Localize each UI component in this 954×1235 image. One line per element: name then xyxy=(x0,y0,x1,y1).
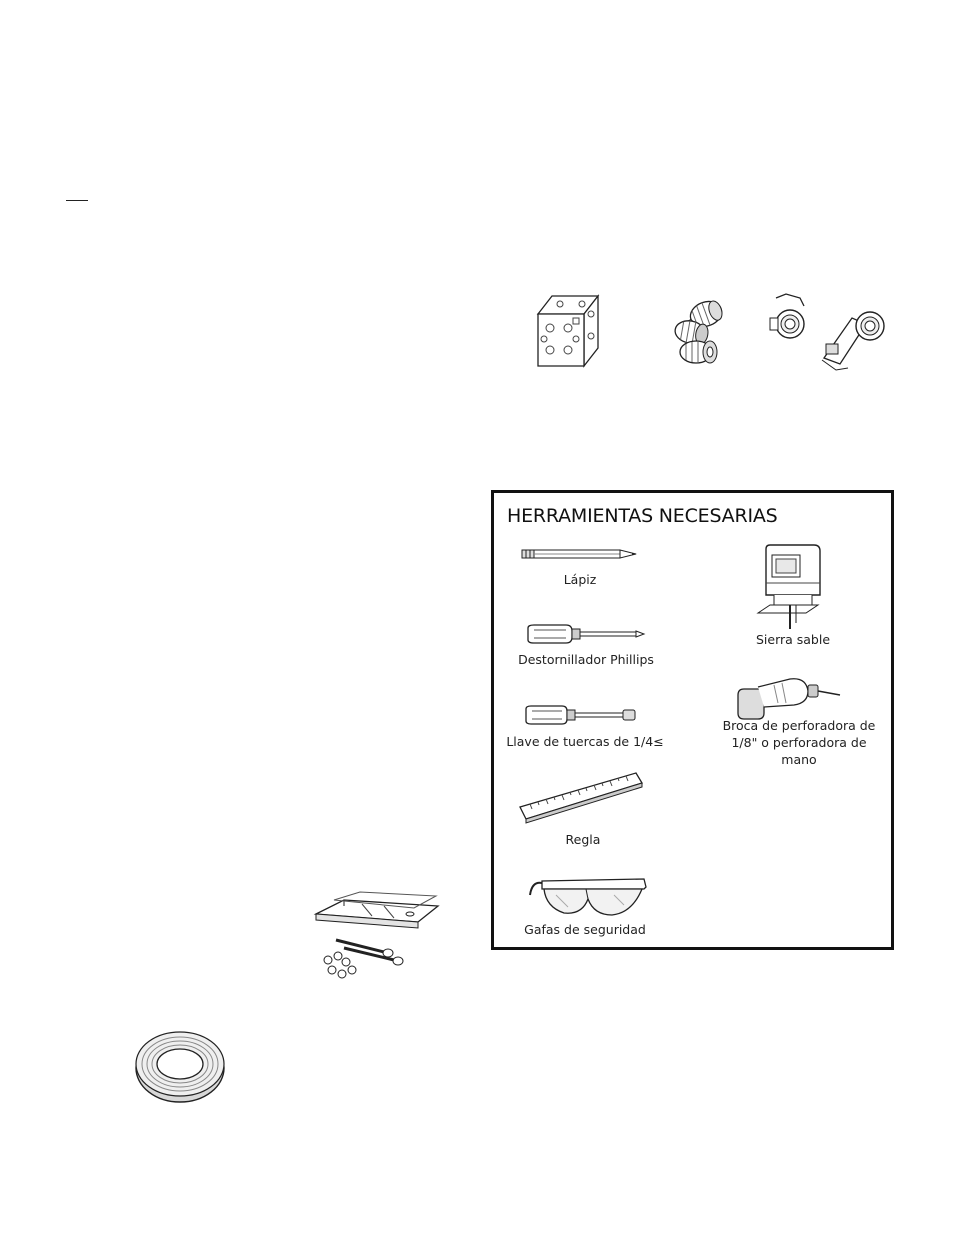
mounting-brackets-icon xyxy=(314,892,440,982)
margin-dash xyxy=(66,200,88,201)
drill-label-line-2: 1/8" o perforadora de xyxy=(731,735,867,750)
nut-driver-icon xyxy=(524,705,638,725)
tool-label-screwdriver: Destornillador Phillips xyxy=(518,652,654,667)
tool-label-pencil: Lápiz xyxy=(563,572,597,587)
drill-icon xyxy=(734,673,844,723)
screwdriver-icon xyxy=(526,623,646,645)
drill-label-line-3: mano xyxy=(781,752,817,767)
drill-label-line-1: Broca de perforadora de xyxy=(722,718,876,733)
tool-label-ruler: Regla xyxy=(565,832,601,847)
tools-required-box xyxy=(491,490,894,950)
ruler-icon xyxy=(518,771,644,823)
tools-title: HERRAMIENTAS NECESARIAS xyxy=(507,505,778,527)
conduit-connectors-icon xyxy=(762,294,886,366)
tool-label-drill xyxy=(714,717,884,768)
tool-label-nut-driver: Llave de tuercas de 1/4≤ xyxy=(506,734,664,749)
foam-tape-roll-icon xyxy=(134,1028,230,1106)
safety-glasses-icon xyxy=(528,873,648,923)
tool-label-safety-glasses: Gafas de seguridad xyxy=(524,922,646,937)
tool-label-saber-saw: Sierra sable xyxy=(755,632,831,647)
junction-box-icon xyxy=(530,292,600,370)
saber-saw-icon xyxy=(756,543,832,629)
wire-nuts-icon xyxy=(664,296,750,368)
pencil-icon xyxy=(520,547,640,561)
